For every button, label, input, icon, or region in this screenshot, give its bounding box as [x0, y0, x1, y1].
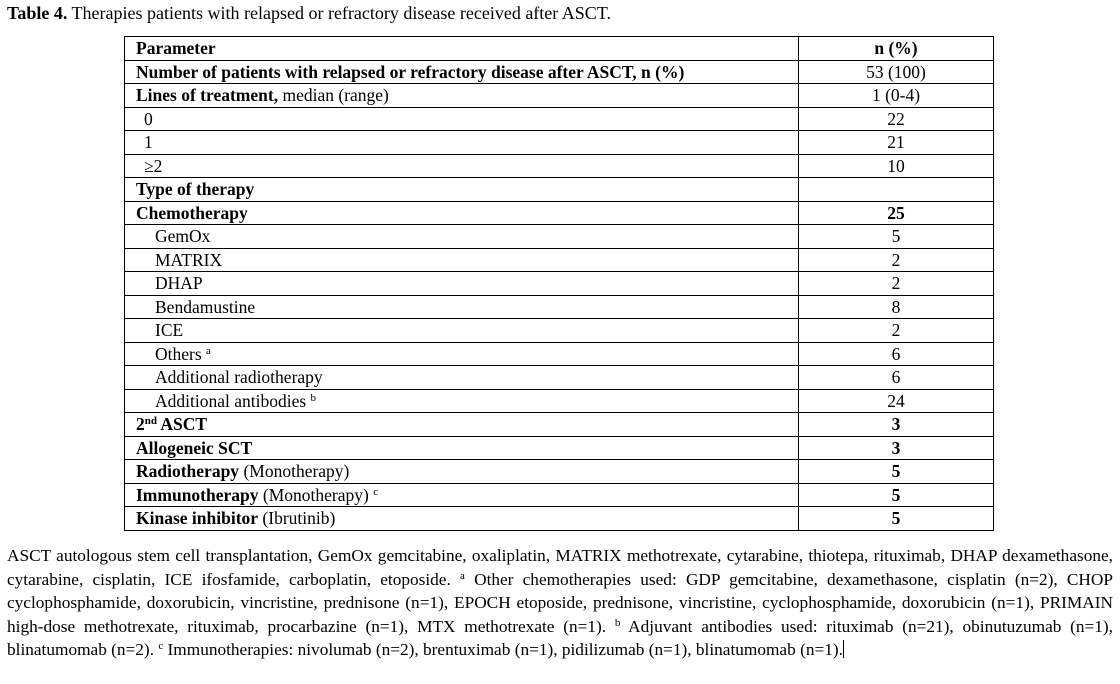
row-value: 5: [799, 460, 994, 484]
row-label: [125, 413, 799, 437]
table-caption: [7, 2, 611, 24]
table-row: [125, 389, 994, 413]
row-label-bold: Radiotherapy: [136, 461, 240, 482]
row-label-bold: Lines of treatment,: [136, 85, 279, 106]
row-value: 2: [799, 272, 994, 296]
row-label-text: Others: [155, 343, 202, 364]
row-value: 1 (0-4): [799, 84, 994, 108]
row-value: 25: [799, 201, 994, 225]
row-label: GemOx: [125, 225, 799, 249]
row-label: [125, 460, 799, 484]
footnote-marker-b: b: [614, 616, 621, 629]
table-row: [125, 436, 994, 460]
row-label-text: 2: [136, 414, 145, 435]
row-label-bold: Kinase inhibitor: [136, 508, 259, 529]
row-value: 6: [799, 342, 994, 366]
row-label: Type of therapy: [125, 178, 799, 202]
table-row: [125, 295, 994, 319]
footnote-marker-c: c: [373, 485, 379, 498]
text-cursor: [843, 640, 844, 658]
row-value: 10: [799, 154, 994, 178]
row-label: ICE: [125, 319, 799, 343]
row-label: Bendamustine: [125, 295, 799, 319]
table-row: [125, 154, 994, 178]
table-row: [125, 483, 994, 507]
row-label-text: Additional antibodies: [155, 390, 307, 411]
footnote-c-text: Immunotherapies: nivolumab (n=2), brentuximab (n=1), pidilizumab (n=1), blinatumomab (n=1).: [163, 640, 843, 659]
footnote-abbreviations: ASCT autologous stem cell transplantation, GemOx gemcitabine, oxaliplatin, MATRIX methotrexate, cytarabine, thiotepa, rituximab, DHAP dexamethasone, cytarabine, cisplatin, ICE ifosfamide, carboplatin, etoposide.: [7, 546, 1113, 589]
row-label: 0: [125, 107, 799, 131]
table-row: [125, 84, 994, 108]
table-header-row: [125, 37, 994, 61]
footnote-a-text: Other chemotherapies used: GDP gemcitabine, dexamethasone, cisplatin (n=2), CHOP cyclophosphamide, doxorubicin, vincristine, prednisone (n=1), EPOCH etoposide, prednisone, vincristine, cyclophosphamide, doxorubicin (n=1), PRIMAIN high-dose methotrexate, rituximab, procarbazine (n=1), MTX methotrexate (n=1).: [7, 569, 1113, 636]
table-row: [125, 460, 994, 484]
table-row: [125, 366, 994, 390]
row-label: MATRIX: [125, 248, 799, 272]
caption-label: Table 4.: [7, 3, 68, 23]
ordinal-suffix: nd: [144, 415, 157, 428]
table-row: [125, 413, 994, 437]
table-row: [125, 507, 994, 531]
row-label-rest: (Monotherapy): [258, 484, 369, 505]
row-label: [125, 483, 799, 507]
row-value: 5: [799, 225, 994, 249]
table-footnote: [7, 544, 1113, 662]
row-label: DHAP: [125, 272, 799, 296]
table-row: [125, 225, 994, 249]
row-value: 2: [799, 319, 994, 343]
row-value: 24: [799, 389, 994, 413]
row-value: 53 (100): [799, 60, 994, 84]
row-label-bold: Immunotherapy: [136, 484, 259, 505]
table-row: [125, 201, 994, 225]
table-row: [125, 248, 994, 272]
footnote-b-text: Adjuvant antibodies used: rituximab (n=21), obinutuzumab (n=1), blinatumomab (n=2).: [7, 616, 1113, 659]
row-value: 8: [799, 295, 994, 319]
table-row: [125, 178, 994, 202]
row-label-rest: ASCT: [157, 414, 208, 435]
footnote-marker-a: a: [206, 344, 211, 357]
row-label: [125, 507, 799, 531]
row-label-rest: (Monotherapy): [239, 461, 350, 482]
header-value: n (%): [799, 37, 994, 61]
table-row: [125, 60, 994, 84]
row-value: 5: [799, 483, 994, 507]
row-label: [125, 342, 799, 366]
therapies-table: [124, 36, 994, 531]
row-value: 22: [799, 107, 994, 131]
footnote-marker-a: a: [460, 569, 465, 582]
footnote-marker-c: c: [158, 640, 164, 652]
table-row: [125, 107, 994, 131]
row-label: Allogeneic SCT: [125, 436, 799, 460]
row-label-rest: median (range): [278, 85, 389, 106]
header-parameter: Parameter: [125, 37, 799, 61]
caption-text: Therapies patients with relapsed or refractory disease received after ASCT.: [67, 3, 611, 23]
row-value: 3: [799, 436, 994, 460]
row-value: [799, 178, 994, 202]
table-row: [125, 319, 994, 343]
row-label: ≥2: [125, 154, 799, 178]
row-value: 21: [799, 131, 994, 155]
row-label: Chemotherapy: [125, 201, 799, 225]
row-label: [125, 84, 799, 108]
table-row: [125, 131, 994, 155]
row-label: [125, 389, 799, 413]
row-value: 2: [799, 248, 994, 272]
table-row: [125, 272, 994, 296]
row-label: Number of patients with relapsed or refractory disease after ASCT, n (%): [125, 60, 799, 84]
footnote-marker-b: b: [310, 391, 317, 404]
row-value: 5: [799, 507, 994, 531]
row-value: 6: [799, 366, 994, 390]
row-label-rest: (Ibrutinib): [258, 508, 336, 529]
row-label: 1: [125, 131, 799, 155]
row-value: 3: [799, 413, 994, 437]
table-row: [125, 342, 994, 366]
row-label: Additional radiotherapy: [125, 366, 799, 390]
